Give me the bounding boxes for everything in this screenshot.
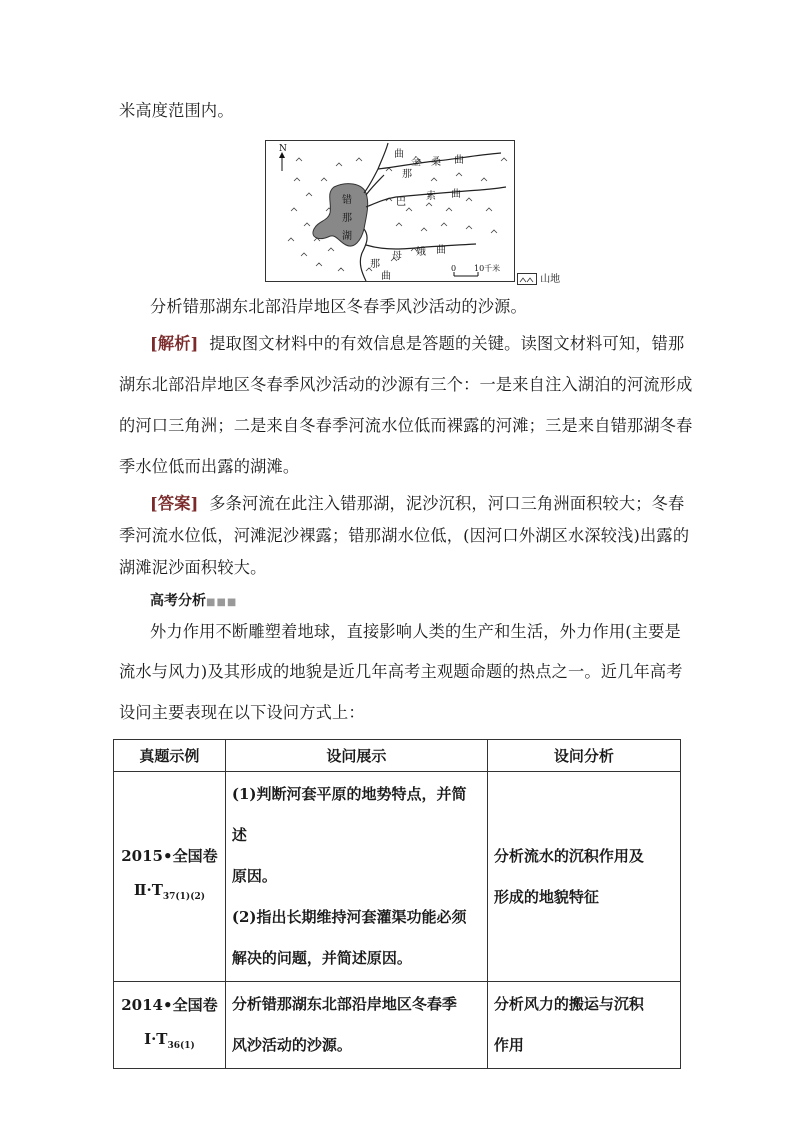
map-label-qu5: 曲 [381, 271, 391, 282]
question-text-line: 分析错那湖东北部沿岸地区冬春季 [231, 995, 457, 1013]
lake-map-svg [266, 141, 516, 283]
table-cell-exam [114, 772, 226, 982]
lake-map-figure [265, 140, 515, 282]
table-cell-exam [114, 982, 226, 1069]
map-label-na2: 那 [370, 259, 380, 270]
section-title [150, 590, 237, 610]
answer-line-3: 湖滩泥沙面积较大。 [119, 558, 267, 577]
table-row [114, 772, 681, 982]
mountain-legend-icon [517, 273, 537, 285]
table-header-row [114, 740, 681, 772]
table-cell-analysis [487, 982, 680, 1069]
analysis-line-2: 湖东北部沿岸地区冬春季风沙活动的沙源有三个：一是来自注入湖泊的河流形成 [119, 375, 693, 394]
table-row [114, 982, 681, 1069]
map-label-jin: 金 [411, 157, 421, 168]
body-line-3: 设问主要表现在以下设问方式上： [119, 703, 365, 722]
exam-question-sub: 37(1)(2) [162, 892, 205, 902]
exam-question-prefix: Ⅱ·T [133, 881, 163, 899]
map-label-suo: 索 [426, 191, 436, 202]
analysis-line-1 [150, 334, 710, 354]
map-label-sang: 桑 [431, 157, 441, 168]
analysis-text-line: 分析风力的搬运与沉积 [493, 995, 644, 1013]
exam-question-number [115, 1022, 224, 1063]
body-line-2: 流水与风力)及其形成的地貌是近几年高考主观题命题的热点之一。近几年高考 [119, 662, 683, 681]
legend-label: 山地 [540, 274, 561, 285]
map-label-qu3: 曲 [451, 189, 461, 200]
map-label-na: 那 [402, 169, 412, 180]
question-text-line: (2)指出长期维持河套灌渠功能必须 [231, 908, 467, 926]
map-label-ba: 巴 [396, 197, 406, 208]
scale-zero: 0 [451, 264, 457, 273]
map-label-mu: 母 [392, 251, 402, 262]
exam-analysis-table [113, 739, 681, 1069]
lake-shape [313, 184, 368, 246]
section-dots-icon: ■■■ [206, 597, 238, 608]
question-text-line: 原因。 [231, 867, 277, 885]
question-text-line: 解决的问题，并简述原因。 [231, 949, 412, 967]
analysis-tag: [解析] [150, 334, 199, 353]
lake-char-1: 错 [342, 195, 352, 206]
table-header: 真题示例 [114, 740, 226, 772]
lake-char-3: 湖 [342, 231, 352, 242]
table-header: 设问分析 [487, 740, 680, 772]
analysis-line-3: 的河口三角洲；二是来自冬春季河流水位低而裸露的河滩；三是来自错那湖冬春 [119, 416, 693, 435]
map-label-e: 娥 [416, 247, 426, 258]
lake-char-2: 那 [342, 213, 352, 224]
exam-name: 2014•全国卷 [121, 995, 218, 1014]
table-cell-question [225, 982, 487, 1069]
map-label-qu2: 曲 [454, 155, 464, 166]
answer-text-1: 多条河流在此注入错那湖，泥沙沉积，河口三角洲面积较大；冬春 [209, 494, 685, 513]
exam-question-prefix: Ⅰ·T [144, 1029, 168, 1048]
table-header: 设问展示 [225, 740, 487, 772]
question-line: 分析错那湖东北部沿岸地区冬春季风沙活动的沙源。 [150, 297, 527, 316]
question-text-line: 风沙活动的沙源。 [231, 1036, 352, 1054]
answer-tag: [答案] [150, 494, 199, 513]
exam-name: 2015•全国卷 [121, 847, 218, 865]
table-cell-question [225, 772, 487, 982]
map-legend [517, 270, 560, 285]
analysis-text-1: 提取图文材料中的有效信息是答题的关键。读图文材料可知，错那 [209, 334, 685, 353]
answer-line-1 [150, 494, 710, 514]
analysis-text-line: 分析流水的沉积作用及 [493, 846, 644, 865]
section-title-text: 高考分析 [150, 593, 206, 609]
north-label: N [279, 144, 287, 154]
map-label-qu4: 曲 [436, 245, 446, 256]
analysis-text-line: 作用 [493, 1036, 524, 1054]
table-cell-analysis [487, 772, 680, 982]
answer-line-2: 季河流水位低，河滩泥沙裸露；错那湖水位低，(因河口外湖区水深较浅)出露的 [119, 526, 690, 545]
scale-label: 10千米 [474, 264, 501, 273]
question-text-line: (1)判断河套平原的地势特点，并简述 [231, 785, 467, 844]
body-line-1: 外力作用不断雕塑着地球，直接影响人类的生产和生活，外力作用(主要是 [150, 622, 681, 641]
exam-question-number [115, 873, 224, 914]
intro-tail-line: 米高度范围内。 [119, 101, 234, 120]
exam-question-sub: 36(1) [167, 1040, 195, 1051]
analysis-text-line: 形成的地貌特征 [493, 887, 599, 906]
analysis-line-4: 季水位低而出露的湖滩。 [119, 457, 300, 476]
map-label-qu1: 曲 [394, 149, 404, 160]
